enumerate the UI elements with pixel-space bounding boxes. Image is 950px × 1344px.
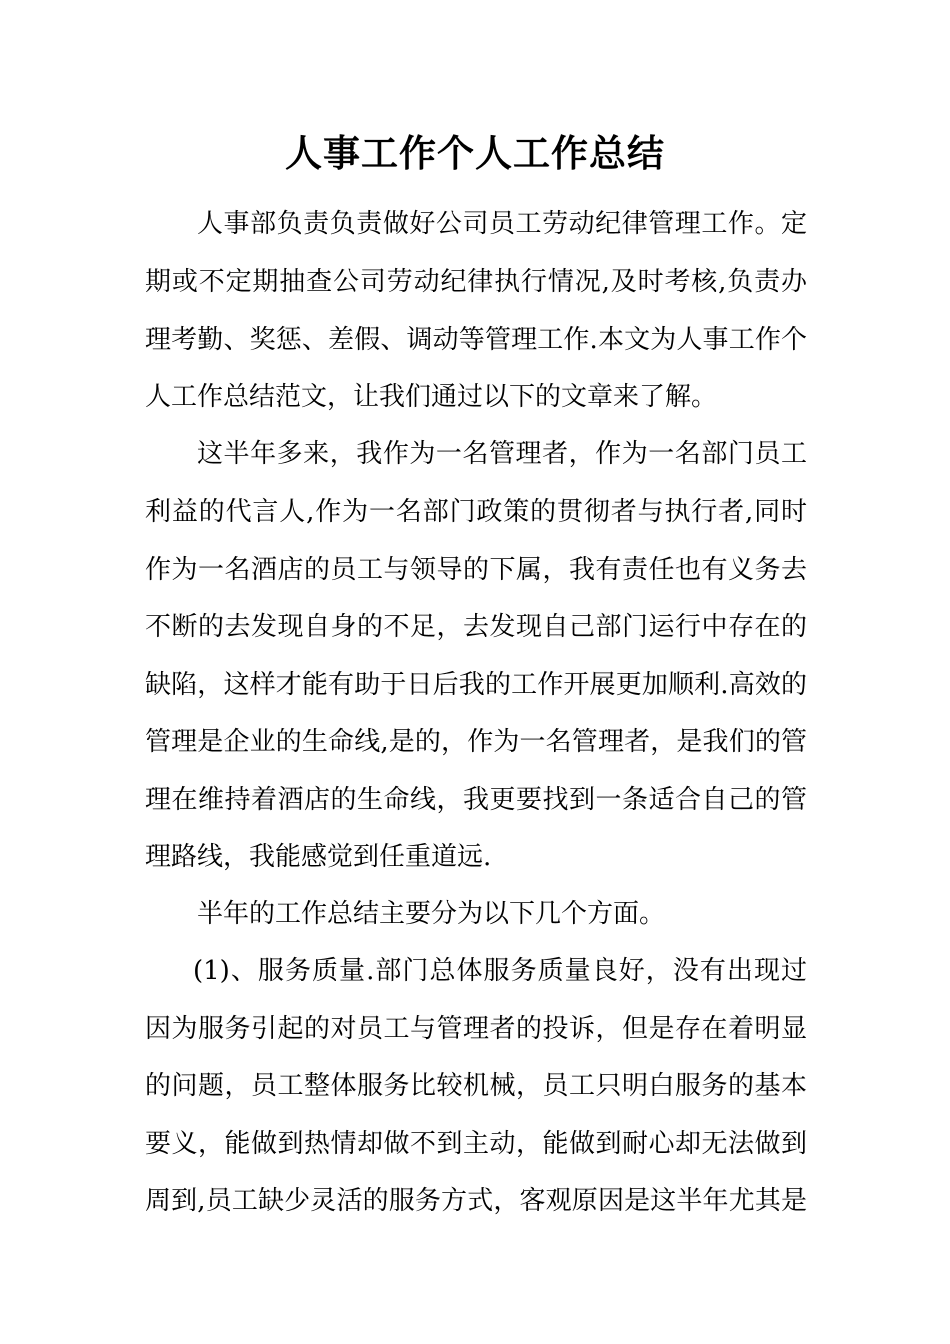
paragraph-2-line-8: 理路线，我能感觉到任重道远. (145, 842, 492, 872)
paragraph-2-line-4: 不断的去发现自身的不足，去发现自己部门运行中存在的 (145, 612, 807, 642)
paragraph-4-line-5: 周到,员工缺少灵活的服务方式，客观原因是这半年尤其是 (145, 1186, 807, 1216)
paragraph-1-line-3: 理考勤、奖惩、差假、调动等管理工作.本文为人事工作个 (145, 325, 807, 355)
paragraph-1-line-1: 人事部负责负责做好公司员工劳动纪律管理工作。定 (197, 209, 807, 239)
paragraph-2-line-1: 这半年多来，我作为一名管理者，作为一名部门员工 (197, 439, 807, 469)
paragraph-2-line-7: 理在维持着酒店的生命线，我更要找到一条适合自己的管 (145, 785, 807, 815)
paragraph-2-line-2: 利益的代言人,作为一名部门政策的贯彻者与执行者,同时 (145, 497, 807, 527)
document-title: 人事工作个人工作总结 (285, 131, 665, 175)
paragraph-2-line-5: 缺陷，这样才能有助于日后我的工作开展更加顺利.高效的 (145, 670, 807, 700)
paragraph-1-line-4: 人工作总结范文，让我们通过以下的文章来了解。 (145, 382, 718, 412)
paragraph-1-line-2: 期或不定期抽查公司劳动纪律执行情况,及时考核,负责办 (145, 267, 807, 297)
paragraph-4-line-1: (1)、服务质量.部门总体服务质量良好，没有出现过 (193, 956, 807, 986)
paragraph-4-line-2: 因为服务引起的对员工与管理者的投诉，但是存在着明显 (145, 1014, 807, 1044)
paragraph-4-line-3: 的问题，员工整体服务比较机械，员工只明白服务的基本 (145, 1071, 807, 1101)
paragraph-2-line-6: 管理是企业的生命线,是的，作为一名管理者，是我们的管 (145, 727, 807, 757)
paragraph-4-line-4: 要义，能做到热情却做不到主动，能做到耐心却无法做到 (145, 1129, 807, 1159)
paragraph-3-line-1: 半年的工作总结主要分为以下几个方面。 (197, 899, 666, 929)
paragraph-2-line-3: 作为一名酒店的员工与领导的下属，我有责任也有义务去 (145, 555, 807, 585)
